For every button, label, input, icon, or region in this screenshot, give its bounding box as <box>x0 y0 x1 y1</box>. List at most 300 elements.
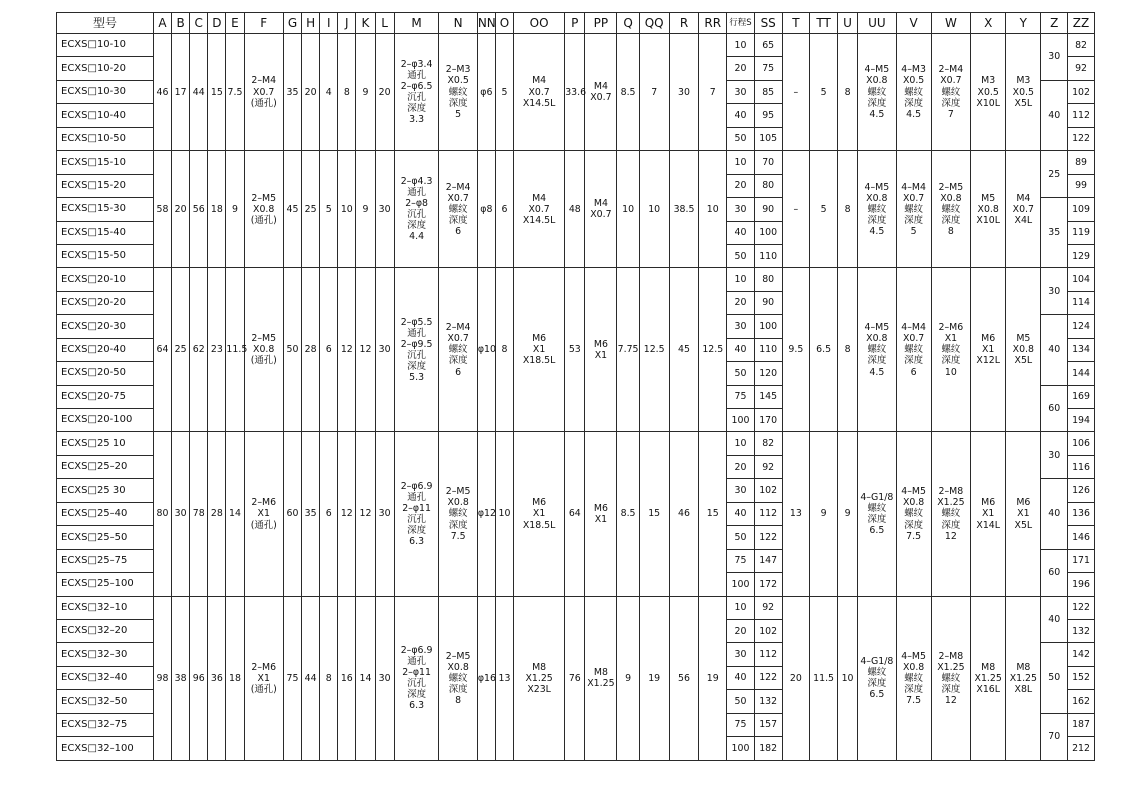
table-cell: 50 <box>727 362 755 385</box>
table-row <box>57 432 1095 455</box>
table-cell: 40 <box>727 338 755 361</box>
table-cell: 4–G1/8 螺纹 深度 6.5 <box>858 596 896 761</box>
table-cell: ECXS□25–20 <box>57 455 154 478</box>
column-header: UU <box>858 13 896 34</box>
table-cell: 10 <box>727 34 755 57</box>
column-header: SS <box>754 13 782 34</box>
table-cell: 112 <box>754 643 782 666</box>
table-cell: 17 <box>172 34 190 151</box>
table-cell: 7.75 <box>617 268 639 432</box>
column-header: PP <box>585 13 617 34</box>
table-cell: 7.5 <box>226 34 244 151</box>
table-cell: 4–M4 X0.7 螺纹 深度 6 <box>896 268 931 432</box>
table-cell: 105 <box>754 127 782 150</box>
table-cell: 23 <box>208 268 226 432</box>
column-header: P <box>565 13 585 34</box>
table-cell: 14 <box>226 432 244 596</box>
table-cell: 50 <box>727 526 755 549</box>
table-cell: 20 <box>727 174 755 197</box>
column-header: OO <box>514 13 565 34</box>
table-cell: 2–M4 X0.7 螺纹 深度 6 <box>439 268 477 432</box>
table-cell: 2–φ6.9 通孔 2–φ11 沉孔 深度 6.3 <box>394 596 439 761</box>
table-cell: 28 <box>208 432 226 596</box>
column-header: T <box>782 13 810 34</box>
table-cell: φ16 <box>477 596 495 761</box>
table-cell: M3 X0.5 X10L <box>971 34 1006 151</box>
table-cell: 4–M4 X0.7 螺纹 深度 5 <box>896 151 931 268</box>
table-cell: 64 <box>565 432 585 596</box>
table-cell: M6 X1 <box>585 432 617 596</box>
table-cell: 9 <box>837 432 857 596</box>
table-cell: 45 <box>283 151 301 268</box>
table-cell: 12 <box>356 268 375 432</box>
table-cell: 11.5 <box>810 596 838 761</box>
table-cell: 182 <box>754 737 782 761</box>
table-cell: M5 X0.8 X5L <box>1006 268 1041 432</box>
table-cell: 10 <box>727 432 755 455</box>
table-cell: ECXS□10-10 <box>57 34 154 57</box>
table-cell: – <box>782 151 810 268</box>
table-cell: ECXS□20-75 <box>57 385 154 408</box>
table-cell: 76 <box>565 596 585 761</box>
table-cell: 25 <box>1041 151 1068 198</box>
table-cell: 119 <box>1068 221 1095 244</box>
table-cell: 2–M8 X1.25 螺纹 深度 12 <box>931 596 970 761</box>
table-cell: 75 <box>727 549 755 572</box>
table-cell: 40 <box>727 666 755 689</box>
table-cell: 50 <box>1041 643 1068 713</box>
table-cell: 212 <box>1068 737 1095 761</box>
table-cell: M8 X1.25 <box>585 596 617 761</box>
table-cell: 75 <box>283 596 301 761</box>
table-cell: 19 <box>699 596 727 761</box>
table-cell: 2–M5 X0.8 (通孔) <box>244 268 283 432</box>
column-header: 型号 <box>57 13 154 34</box>
table-cell: 2–M5 X0.8 螺纹 深度 8 <box>439 596 477 761</box>
table-cell: 2–φ4.3 通孔 2–φ8 沉孔 深度 4.4 <box>394 151 439 268</box>
table-cell: M6 X1 <box>585 268 617 432</box>
table-cell: 8 <box>338 34 356 151</box>
table-row <box>57 268 1095 291</box>
table-cell: 100 <box>727 737 755 761</box>
table-cell: 9 <box>810 432 838 596</box>
table-cell: 75 <box>754 57 782 80</box>
table-cell: ECXS□10-20 <box>57 57 154 80</box>
column-header: C <box>190 13 208 34</box>
table-cell: 5 <box>320 151 338 268</box>
column-header: R <box>669 13 699 34</box>
column-header: V <box>896 13 931 34</box>
table-cell: 5 <box>495 34 513 151</box>
table-cell: 109 <box>1068 198 1095 221</box>
table-cell: 100 <box>754 221 782 244</box>
table-cell: φ6 <box>477 34 495 151</box>
table-cell: 98 <box>153 596 171 761</box>
column-header: G <box>283 13 301 34</box>
column-header: L <box>375 13 394 34</box>
table-cell: 157 <box>754 713 782 736</box>
table-cell: 64 <box>153 268 171 432</box>
table-cell: ECXS□32–10 <box>57 596 154 619</box>
table-cell: 30 <box>727 80 755 103</box>
table-cell: ECXS□32–30 <box>57 643 154 666</box>
column-header: D <box>208 13 226 34</box>
table-cell: ECXS□20-100 <box>57 409 154 432</box>
table-cell: 4–M5 X0.8 螺纹 深度 4.5 <box>858 151 896 268</box>
table-cell: 122 <box>754 666 782 689</box>
table-cell: 30 <box>727 315 755 338</box>
table-cell: 40 <box>1041 596 1068 643</box>
header-row <box>57 13 1095 34</box>
table-cell: 122 <box>1068 596 1095 619</box>
table-cell: 112 <box>754 502 782 525</box>
table-cell: 18 <box>208 151 226 268</box>
column-header: J <box>338 13 356 34</box>
table-cell: ECXS□20-40 <box>57 338 154 361</box>
table-cell: 15 <box>699 432 727 596</box>
table-cell: 5 <box>810 151 838 268</box>
table-cell: 9 <box>356 34 375 151</box>
table-cell: 46 <box>153 34 171 151</box>
table-cell: 85 <box>754 80 782 103</box>
table-cell: 2–M3 X0.5 螺纹 深度 5 <box>439 34 477 151</box>
table-cell: 30 <box>669 34 699 151</box>
table-cell: M5 X0.8 X10L <box>971 151 1006 268</box>
table-cell: 12 <box>338 432 356 596</box>
table-cell: 6 <box>320 268 338 432</box>
table-cell: 120 <box>754 362 782 385</box>
table-cell: ECXS□32–50 <box>57 690 154 713</box>
table-cell: 30 <box>375 268 394 432</box>
table-cell: φ8 <box>477 151 495 268</box>
table-cell: 110 <box>754 338 782 361</box>
column-header: RR <box>699 13 727 34</box>
table-cell: 142 <box>1068 643 1095 666</box>
table-cell: 30 <box>727 198 755 221</box>
table-cell: 58 <box>153 151 171 268</box>
table-cell: 2–M4 X0.7 螺纹 深度 6 <box>439 151 477 268</box>
table-cell: 30 <box>375 432 394 596</box>
table-cell: 60 <box>1041 549 1068 596</box>
table-cell: ECXS□25–100 <box>57 573 154 596</box>
table-cell: M4 X0.7 X14.5L <box>514 34 565 151</box>
table-cell: 2–φ5.5 通孔 2–φ9.5 沉孔 深度 5.3 <box>394 268 439 432</box>
table-cell: 152 <box>1068 666 1095 689</box>
spec-table <box>56 12 1095 761</box>
table-cell: 38.5 <box>669 151 699 268</box>
table-cell: ECXS□15-20 <box>57 174 154 197</box>
table-cell: 13 <box>782 432 810 596</box>
table-cell: 4–M3 X0.5 螺纹 深度 4.5 <box>896 34 931 151</box>
table-cell: 25 <box>302 151 320 268</box>
table-cell: ECXS□20-20 <box>57 291 154 314</box>
column-header: I <box>320 13 338 34</box>
table-cell: 90 <box>754 198 782 221</box>
table-cell: 18 <box>226 596 244 761</box>
column-header: TT <box>810 13 838 34</box>
table-cell: 33.6 <box>565 34 585 151</box>
column-header: B <box>172 13 190 34</box>
table-cell: 132 <box>754 690 782 713</box>
table-cell: 35 <box>283 34 301 151</box>
table-cell: 122 <box>1068 127 1095 150</box>
table-cell: 35 <box>302 432 320 596</box>
table-cell: 116 <box>1068 455 1095 478</box>
table-cell: 102 <box>754 619 782 642</box>
table-cell: φ10 <box>477 268 495 432</box>
table-cell: 50 <box>727 127 755 150</box>
table-cell: 19 <box>639 596 669 761</box>
column-header: Y <box>1006 13 1041 34</box>
table-cell: 95 <box>754 104 782 127</box>
table-cell: 75 <box>727 713 755 736</box>
table-cell: 6 <box>495 151 513 268</box>
table-cell: 48 <box>565 151 585 268</box>
table-cell: ECXS□25 30 <box>57 479 154 502</box>
table-cell: 20 <box>302 34 320 151</box>
table-cell: 14 <box>356 596 375 761</box>
table-cell: 9 <box>226 151 244 268</box>
table-cell: 124 <box>1068 315 1095 338</box>
table-cell: 10 <box>727 596 755 619</box>
table-row <box>57 34 1095 57</box>
table-cell: 40 <box>1041 479 1068 549</box>
table-cell: 10 <box>699 151 727 268</box>
table-cell: 20 <box>782 596 810 761</box>
table-cell: 8.5 <box>617 34 639 151</box>
table-cell: 78 <box>190 432 208 596</box>
table-cell: 2–M6 X1 (通孔) <box>244 432 283 596</box>
table-cell: 50 <box>727 690 755 713</box>
table-cell: 30 <box>172 432 190 596</box>
table-cell: 40 <box>727 221 755 244</box>
table-cell: 20 <box>727 57 755 80</box>
table-cell: ECXS□32–75 <box>57 713 154 736</box>
table-cell: M8 X1.25 X23L <box>514 596 565 761</box>
table-row <box>57 596 1095 619</box>
table-cell: 62 <box>190 268 208 432</box>
table-cell: 7 <box>639 34 669 151</box>
table-cell: 56 <box>190 151 208 268</box>
table-cell: 146 <box>1068 526 1095 549</box>
table-cell: M4 X0.7 <box>585 34 617 151</box>
table-cell: 8 <box>837 34 857 151</box>
table-cell: 9 <box>356 151 375 268</box>
table-cell: ECXS□20-30 <box>57 315 154 338</box>
table-cell: 196 <box>1068 573 1095 596</box>
table-cell: 82 <box>754 432 782 455</box>
table-cell: 2–M5 X0.8 螺纹 深度 7.5 <box>439 432 477 596</box>
table-cell: 10 <box>617 151 639 268</box>
table-cell: 2–φ3.4 通孔 2–φ6.5 沉孔 深度 3.3 <box>394 34 439 151</box>
table-cell: 36 <box>208 596 226 761</box>
table-cell: 162 <box>1068 690 1095 713</box>
table-cell: 20 <box>727 619 755 642</box>
table-cell: 2–M8 X1.25 螺纹 深度 12 <box>931 432 970 596</box>
table-cell: 126 <box>1068 479 1095 502</box>
table-cell: 45 <box>669 268 699 432</box>
table-cell: ECXS□20-50 <box>57 362 154 385</box>
table-cell: 11.5 <box>226 268 244 432</box>
table-cell: 122 <box>754 526 782 549</box>
column-header: K <box>356 13 375 34</box>
table-cell: M6 X1 X12L <box>971 268 1006 432</box>
table-cell: 10 <box>727 151 755 174</box>
table-cell: 5 <box>810 34 838 151</box>
table-cell: 30 <box>1041 432 1068 479</box>
table-cell: 6.5 <box>810 268 838 432</box>
table-cell: 50 <box>727 244 755 267</box>
table-cell: 70 <box>754 151 782 174</box>
table-cell: 114 <box>1068 291 1095 314</box>
table-cell: 2–M4 X0.7 (通孔) <box>244 34 283 151</box>
table-cell: ECXS□25–75 <box>57 549 154 572</box>
table-cell: 10 <box>727 268 755 291</box>
table-cell: ECXS□15-30 <box>57 198 154 221</box>
table-cell: 30 <box>375 596 394 761</box>
table-cell: 8 <box>837 151 857 268</box>
table-cell: 147 <box>754 549 782 572</box>
table-cell: 6 <box>320 432 338 596</box>
table-cell: ECXS□20-10 <box>57 268 154 291</box>
table-cell: 136 <box>1068 502 1095 525</box>
table-cell: 10 <box>495 432 513 596</box>
table-cell: 20 <box>727 291 755 314</box>
table-cell: 110 <box>754 244 782 267</box>
table-cell: 60 <box>283 432 301 596</box>
table-cell: 40 <box>1041 315 1068 385</box>
table-cell: M6 X1 X5L <box>1006 432 1041 596</box>
table-cell: 20 <box>375 34 394 151</box>
column-header: U <box>837 13 857 34</box>
table-cell: 40 <box>727 502 755 525</box>
table-cell: 60 <box>1041 385 1068 432</box>
table-cell: 44 <box>190 34 208 151</box>
table-cell: 144 <box>1068 362 1095 385</box>
table-cell: ECXS□15-40 <box>57 221 154 244</box>
table-cell: 102 <box>1068 80 1095 103</box>
table-cell: 38 <box>172 596 190 761</box>
table-cell: 2–M5 X0.8 螺纹 深度 8 <box>931 151 970 268</box>
table-cell: 15 <box>639 432 669 596</box>
table-cell: 100 <box>727 573 755 596</box>
table-cell: 40 <box>1041 80 1068 150</box>
table-cell: ECXS□32–100 <box>57 737 154 761</box>
table-cell: 10 <box>639 151 669 268</box>
table-cell: 25 <box>172 268 190 432</box>
table-cell: 92 <box>754 596 782 619</box>
column-header: O <box>495 13 513 34</box>
table-cell: 8 <box>837 268 857 432</box>
table-cell: 12.5 <box>639 268 669 432</box>
column-header: N <box>439 13 477 34</box>
table-cell: ECXS□32–20 <box>57 619 154 642</box>
column-header: A <box>153 13 171 34</box>
table-cell: ECXS□25 10 <box>57 432 154 455</box>
table-cell: 80 <box>153 432 171 596</box>
table-cell: 112 <box>1068 104 1095 127</box>
table-cell: 75 <box>727 385 755 408</box>
table-cell: 99 <box>1068 174 1095 197</box>
table-cell: 172 <box>754 573 782 596</box>
table-cell: – <box>782 34 810 151</box>
table-cell: 90 <box>754 291 782 314</box>
table-cell: ECXS□10-30 <box>57 80 154 103</box>
table-cell: 100 <box>754 315 782 338</box>
table-cell: ECXS□10-50 <box>57 127 154 150</box>
column-header: Q <box>617 13 639 34</box>
table-cell: 46 <box>669 432 699 596</box>
table-cell: 187 <box>1068 713 1095 736</box>
table-cell: 2–M4 X0.7 螺纹 深度 7 <box>931 34 970 151</box>
table-cell: ECXS□25–40 <box>57 502 154 525</box>
table-cell: 8 <box>495 268 513 432</box>
table-row <box>57 151 1095 174</box>
table-cell: 89 <box>1068 151 1095 174</box>
table-cell: 92 <box>1068 57 1095 80</box>
table-cell: 96 <box>190 596 208 761</box>
table-cell: 104 <box>1068 268 1095 291</box>
table-cell: 170 <box>754 409 782 432</box>
column-header: ZZ <box>1068 13 1095 34</box>
table-cell: 12 <box>356 432 375 596</box>
table-cell: 9 <box>617 596 639 761</box>
table-cell: 129 <box>1068 244 1095 267</box>
table-cell: 7 <box>699 34 727 151</box>
table-cell: 9.5 <box>782 268 810 432</box>
table-cell: M4 X0.7 X14.5L <box>514 151 565 268</box>
table-cell: 30 <box>375 151 394 268</box>
table-cell: 28 <box>302 268 320 432</box>
column-header: Z <box>1041 13 1068 34</box>
table-cell: 134 <box>1068 338 1095 361</box>
table-cell: ECXS□32–40 <box>57 666 154 689</box>
table-cell: 132 <box>1068 619 1095 642</box>
column-header: NN <box>477 13 495 34</box>
table-cell: 10 <box>837 596 857 761</box>
column-header: E <box>226 13 244 34</box>
table-cell: 12.5 <box>699 268 727 432</box>
table-cell: M3 X0.5 X5L <box>1006 34 1041 151</box>
table-cell: 106 <box>1068 432 1095 455</box>
table-cell: ECXS□25–50 <box>57 526 154 549</box>
table-cell: 171 <box>1068 549 1095 572</box>
table-cell: M6 X1 X14L <box>971 432 1006 596</box>
table-cell: 2–M6 X1 (通孔) <box>244 596 283 761</box>
table-cell: 82 <box>1068 34 1095 57</box>
column-header: QQ <box>639 13 669 34</box>
table-cell: 53 <box>565 268 585 432</box>
table-cell: 80 <box>754 268 782 291</box>
table-cell: 4 <box>320 34 338 151</box>
table-cell: 20 <box>172 151 190 268</box>
table-cell: M6 X1 X18.5L <box>514 268 565 432</box>
table-cell: 169 <box>1068 385 1095 408</box>
table-cell: 100 <box>727 409 755 432</box>
table-cell: 2–φ6.9 通孔 2–φ11 沉孔 深度 6.3 <box>394 432 439 596</box>
column-header: H <box>302 13 320 34</box>
table-cell: 145 <box>754 385 782 408</box>
column-header: F <box>244 13 283 34</box>
table-cell: 30 <box>1041 34 1068 81</box>
table-cell: 30 <box>727 479 755 502</box>
table-cell: 10 <box>338 151 356 268</box>
column-header: M <box>394 13 439 34</box>
table-cell: ECXS□15-50 <box>57 244 154 267</box>
table-cell: 12 <box>338 268 356 432</box>
table-cell: 4–M5 X0.8 螺纹 深度 4.5 <box>858 34 896 151</box>
table-cell: 16 <box>338 596 356 761</box>
